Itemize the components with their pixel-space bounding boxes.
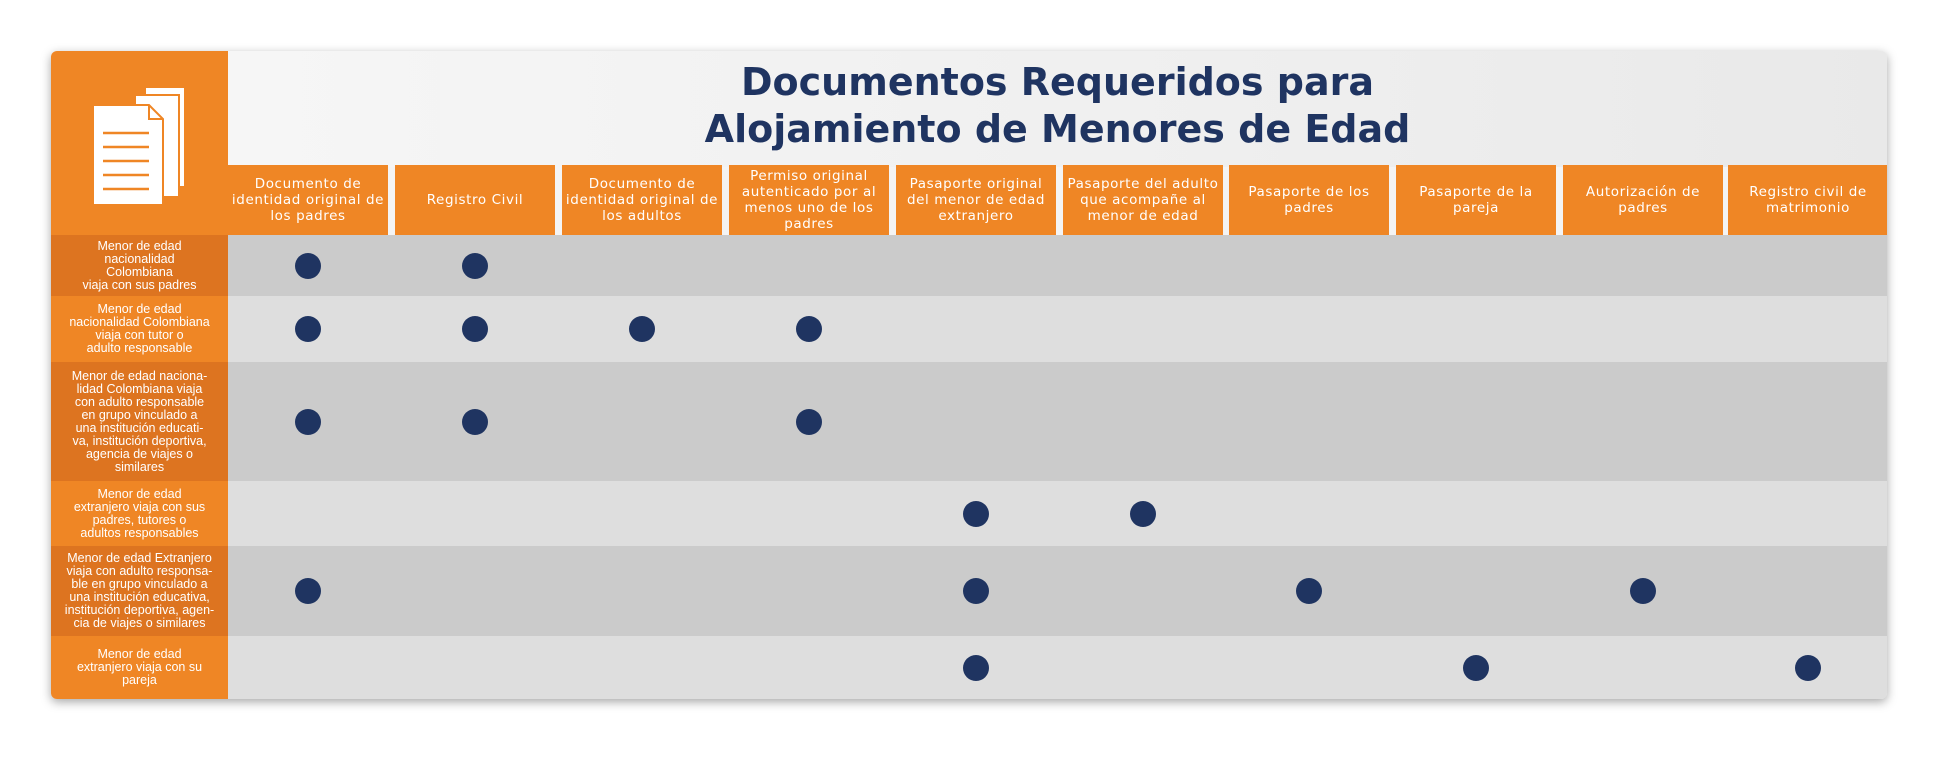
row-label: [51, 362, 228, 481]
page-title: [228, 59, 1887, 153]
title-line-1: Documentos Requeridos para: [741, 60, 1374, 104]
requirement-dot: [796, 409, 822, 435]
row-label: [51, 296, 228, 362]
requirement-dot: [462, 253, 488, 279]
requirement-dot: [295, 578, 321, 604]
row-label-text: Menor de edad naciona- lidad Colombiana viaja con adulto responsable en grupo vinculado a una institución educati- va, institución deportiva, agencia de viajes o similares: [71, 368, 208, 474]
row-label-text: Menor de edad Extranjero viaja con adulto responsa- ble en grupo vinculado a una institución educativa, institución deportiva, agen- cia de viajes o similares: [64, 551, 215, 630]
requirement-dot: [295, 409, 321, 435]
table-row: [228, 481, 1887, 546]
requirement-dot: [963, 578, 989, 604]
row-label: [51, 481, 228, 546]
column-header: Registro Civil: [395, 165, 555, 235]
requirement-dot: [1296, 578, 1322, 604]
column-header: Pasaporte de los padres: [1229, 165, 1389, 235]
title-area: [228, 51, 1887, 167]
requirement-dot: [963, 501, 989, 527]
requirement-dot: [462, 316, 488, 342]
table-row: [228, 636, 1887, 699]
column-header: Pasaporte del adulto que acompañe al menor de edad: [1063, 165, 1223, 235]
column-header: Pasaporte original del menor de edad extranjero: [896, 165, 1056, 235]
requirements-table-card: [51, 51, 1887, 699]
requirement-dot: [1630, 578, 1656, 604]
column-header: Pasaporte de la pareja: [1396, 165, 1556, 235]
column-header: Documento de identidad original de los padres: [228, 165, 388, 235]
row-label-text: Menor de edad nacionalidad Colombiana viaja con tutor o adulto responsable: [69, 302, 210, 355]
requirement-dot: [295, 316, 321, 342]
row-label-text: Menor de edad extranjero viaja con su pareja: [76, 647, 203, 687]
row-label-text: Menor de edad extranjero viaja con sus padres, tutores o adultos responsables: [73, 486, 206, 540]
requirement-dot: [295, 253, 321, 279]
requirement-dot: [1130, 501, 1156, 527]
title-line-2: Alojamiento de Menores de Edad: [704, 107, 1411, 151]
row-label: [51, 636, 228, 699]
column-header: Permiso original autenticado por al menos uno de los padres: [729, 165, 889, 235]
corner-panel: [51, 51, 228, 235]
requirement-dot: [796, 316, 822, 342]
row-label: [51, 235, 228, 296]
requirement-dot: [462, 409, 488, 435]
row-label-text: Menor de edad nacionalidad Colombiana viaja con sus padres: [82, 238, 197, 292]
requirement-dot: [963, 655, 989, 681]
column-header: Registro civil de matrimonio: [1728, 165, 1887, 235]
column-header: Documento de identidad original de los adultos: [562, 165, 722, 235]
requirement-dot: [629, 316, 655, 342]
column-header: Autorización de padres: [1563, 165, 1723, 235]
documents-icon: [91, 87, 187, 205]
requirement-dot: [1795, 655, 1821, 681]
requirement-dot: [1463, 655, 1489, 681]
row-label: [51, 546, 228, 636]
